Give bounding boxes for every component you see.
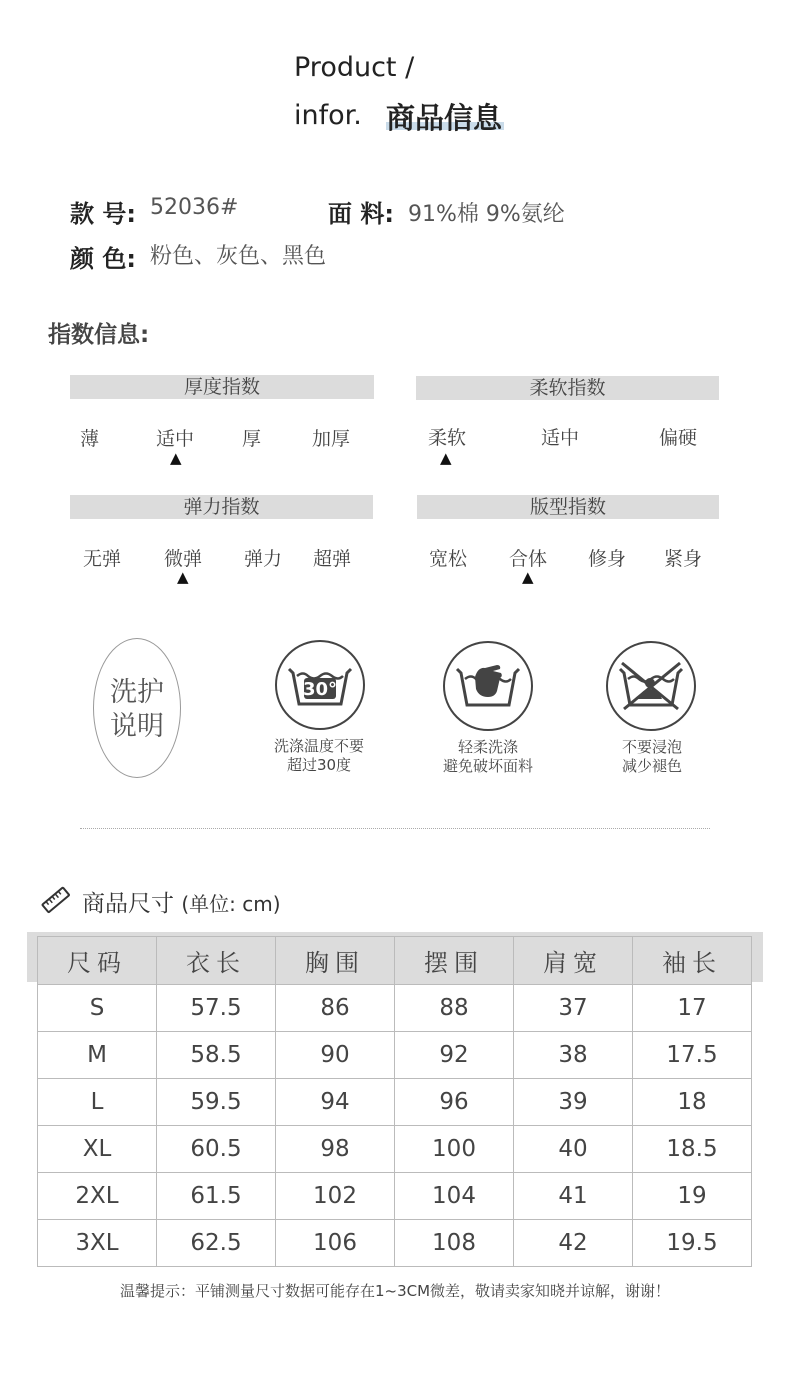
fit-selected-marker: ▲: [522, 568, 534, 586]
table-cell: 37: [514, 985, 633, 1032]
table-header-row: [38, 937, 752, 985]
table-row: [38, 985, 752, 1032]
table-cell: 17: [633, 985, 752, 1032]
care-label-line1: 洗护: [110, 677, 164, 708]
color-value: 粉色、灰色、黑色: [150, 244, 327, 269]
table-cell: 86: [276, 985, 395, 1032]
table-cell: 94: [276, 1079, 395, 1126]
col-header-sleeve: 袖长: [633, 937, 752, 985]
table-row: [38, 1126, 752, 1173]
table-cell: 104: [395, 1173, 514, 1220]
title-english-line1: Product /: [294, 52, 415, 83]
fit-option: 合体: [509, 548, 548, 570]
table-cell: 96: [395, 1079, 514, 1126]
col-header-shoulder: 肩宽: [514, 937, 633, 985]
table-cell: 57.5: [157, 985, 276, 1032]
table-cell: 38: [514, 1032, 633, 1079]
softness-index-bar: 柔软指数: [416, 376, 719, 400]
thickness-index-bar: 厚度指数: [70, 375, 374, 399]
care-label-line2: 说明: [110, 711, 164, 742]
softness-option: 柔软: [428, 427, 467, 449]
fabric-label: 面 料:: [328, 200, 394, 228]
care-caption-line: 不要浸泡: [621, 738, 682, 756]
table-cell: 92: [395, 1032, 514, 1079]
care-caption-line: 洗涤温度不要: [273, 737, 364, 755]
fit-index-bar: 版型指数: [417, 495, 719, 519]
elasticity-option: 无弹: [83, 548, 122, 570]
care-caption-line: 轻柔洗涤: [457, 738, 518, 756]
care-caption-line: 减少褪色: [621, 757, 682, 775]
table-cell: 60.5: [157, 1126, 276, 1173]
table-cell: 42: [514, 1220, 633, 1267]
hand-wash-icon: [443, 641, 533, 731]
style-no-label: 款 号:: [70, 200, 136, 228]
table-cell: 102: [276, 1173, 395, 1220]
table-cell: 18.5: [633, 1126, 752, 1173]
table-cell: 59.5: [157, 1079, 276, 1126]
style-no-value: 52036#: [150, 195, 239, 220]
table-cell: 88: [395, 985, 514, 1032]
wash-30-icon: [275, 640, 365, 730]
col-header-length: 衣长: [157, 937, 276, 985]
table-cell: 100: [395, 1126, 514, 1173]
thickness-option: 加厚: [312, 428, 351, 450]
fit-option: 宽松: [429, 548, 468, 570]
care-caption-nosoak: [592, 738, 712, 776]
size-unit-text: (单位: cm): [181, 892, 281, 916]
table-cell: 106: [276, 1220, 395, 1267]
table-cell: 2XL: [38, 1173, 157, 1220]
table-cell: 19.5: [633, 1220, 752, 1267]
table-cell: 61.5: [157, 1173, 276, 1220]
fit-option: 修身: [588, 548, 627, 570]
elasticity-selected-marker: ▲: [177, 568, 189, 586]
table-cell: L: [38, 1079, 157, 1126]
table-cell: 40: [514, 1126, 633, 1173]
thickness-option: 适中: [156, 428, 195, 450]
col-header-chest: 胸围: [276, 937, 395, 985]
section-divider: [80, 828, 710, 829]
table-cell: 62.5: [157, 1220, 276, 1267]
thickness-option: 薄: [80, 428, 100, 450]
col-header-hem: 摆围: [395, 937, 514, 985]
ruler-icon: [40, 885, 72, 921]
table-cell: 3XL: [38, 1220, 157, 1267]
table-cell: S: [38, 985, 157, 1032]
do-not-soak-icon: [606, 641, 696, 731]
table-cell: 90: [276, 1032, 395, 1079]
size-table: [37, 936, 752, 1267]
table-row: [38, 1220, 752, 1267]
thickness-selected-marker: ▲: [170, 449, 182, 467]
table-cell: 58.5: [157, 1032, 276, 1079]
softness-option: 适中: [541, 427, 580, 449]
measurement-note: 温馨提示：平铺测量尺寸数据可能存在1~3CM微差，敬请卖家知晓并谅解，谢谢！: [119, 1282, 671, 1300]
elasticity-index-bar: 弹力指数: [70, 495, 373, 519]
table-row: [38, 1173, 752, 1220]
color-label: 颜 色:: [70, 245, 136, 273]
table-row: [38, 1032, 752, 1079]
care-caption-line: 避免破坏面料: [442, 757, 533, 775]
table-cell: 19: [633, 1173, 752, 1220]
index-section-title: 指数信息:: [48, 322, 150, 348]
size-title-text: 商品尺寸: [82, 891, 174, 917]
elasticity-option: 弹力: [244, 548, 283, 570]
title-english-line2: infor.: [294, 100, 362, 131]
softness-option: 偏硬: [659, 427, 698, 449]
care-caption-line: 超过30度: [286, 756, 352, 774]
table-row: [38, 1079, 752, 1126]
page-title: 商品信息: [386, 101, 503, 135]
table-cell: 108: [395, 1220, 514, 1267]
size-section-title: [82, 885, 281, 918]
table-cell: 41: [514, 1173, 633, 1220]
table-cell: 18: [633, 1079, 752, 1126]
fit-option: 紧身: [664, 548, 703, 570]
elasticity-option: 微弹: [164, 548, 203, 570]
softness-selected-marker: ▲: [440, 449, 452, 467]
care-label: [93, 676, 181, 744]
fabric-value: 91%棉 9%氨纶: [408, 202, 565, 227]
col-header-size: 尺码: [38, 937, 157, 985]
table-cell: XL: [38, 1126, 157, 1173]
table-cell: 98: [276, 1126, 395, 1173]
thickness-option: 厚: [242, 428, 262, 450]
table-cell: M: [38, 1032, 157, 1079]
elasticity-option: 超弹: [313, 548, 352, 570]
wash-temp-label: 30°: [302, 679, 338, 700]
table-cell: 39: [514, 1079, 633, 1126]
care-caption-wash: [259, 737, 379, 775]
care-caption-handwash: [428, 738, 548, 776]
table-cell: 17.5: [633, 1032, 752, 1079]
